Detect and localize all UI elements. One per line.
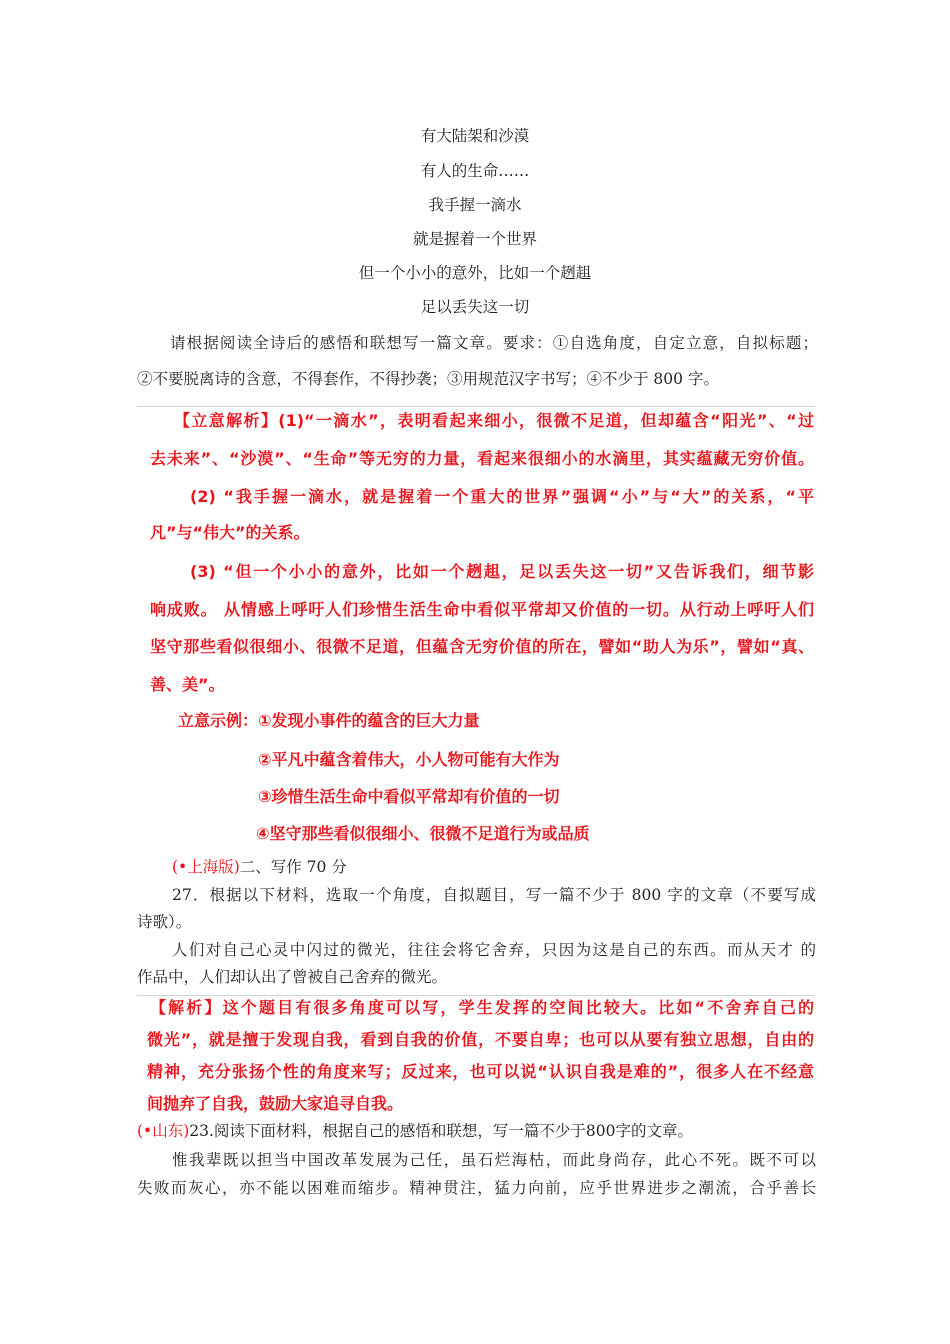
example-item: ③珍惜生活生命中看似平常却有价值的一切: [258, 787, 560, 806]
prompt-line: ②不要脱离诗的含意，不得套作，不得抄袭；③用规范汉字书写；④不少于 800 字。: [137, 370, 719, 388]
example-item: ②平凡中蕴含着伟大，小人物可能有大作为: [258, 750, 560, 769]
material-line: 人们对自己心灵中闪过的微光，往往会将它舍弃，只因为这是自己的东西。而从天才 的: [172, 941, 816, 959]
analysis-line: 去未来”、“沙漠”、“生命”等无穷的力量，看起来很细小的水滴里，其实蕴藏无穷价值。: [150, 449, 814, 468]
question-line: 诗歌）。: [137, 913, 192, 931]
poem-line: 足以丢失这一切: [420, 298, 530, 316]
prompt-line: 请根据阅读全诗后的感悟和联想写一篇文章。要求：①自选角度，自定立意，自拟标题；: [170, 334, 818, 352]
analysis-line: 微光”，就是擅于发现自我，看到自我的价值，不要自卑；也可以从要有独立思想，自由的: [147, 1030, 814, 1049]
section-divider: [137, 406, 815, 407]
poem-line: 但一个小小的意外，比如一个趔趄: [358, 264, 592, 282]
source-tag: (•山东): [137, 1122, 190, 1140]
analysis-line: 【立意解析】(1)“一滴水”，表明看起来细小，很微不足道，但却蕴含“阳光”、“过: [174, 411, 814, 430]
analysis-line: 间抛弃了自我，鼓励大家追寻自我。: [147, 1094, 404, 1113]
section-divider: [137, 995, 815, 996]
material-line: 作品中，人们却认出了曾被自己舍弃的微光。: [137, 968, 448, 986]
example-item: ④坚守那些看似很细小、很微不足道行为或品质: [256, 824, 590, 843]
source-tag: (•上海版): [172, 858, 240, 876]
poem-line: 有大陆架和沙漠: [420, 127, 530, 145]
poem-line: 有人的生命……: [420, 162, 530, 180]
section-heading: 二、写作 70 分: [239, 858, 347, 876]
question-line: 23.阅读下面材料，根据自己的感悟和联想，写一篇不少于800字的文章。: [189, 1122, 693, 1140]
analysis-line: 精神，充分张扬个性的角度来写；反过来，也可以说“认识自我是难的”，很多人在不经意: [147, 1062, 814, 1081]
poem-line: 就是握着一个世界: [412, 230, 537, 248]
analysis-line: (2) “我手握一滴水，就是握着一个重大的世界”强调“小”与“大”的关系，“平: [190, 487, 814, 506]
analysis-line: 【解析】这个题目有很多角度可以写，学生发挥的空间比较大。比如“不舍弃自己的: [150, 998, 814, 1017]
analysis-line: 凡”与“伟大”的关系。: [150, 523, 310, 542]
question-line: 27．根据以下材料，选取一个角度，自拟题目，写一篇不少于 800 字的文章（不要写成: [172, 886, 816, 904]
analysis-line: (3) “但一个小小的意外，比如一个趔趄，足以丢失这一切”又告诉我们，细节影: [190, 562, 814, 581]
poem-line: 我手握一滴水: [428, 196, 522, 214]
example-item: 立意示例：①发现小事件的蕴含的巨大力量: [178, 711, 480, 730]
question-heading: [172, 857, 347, 877]
material-line: 失败而灰心，亦不能以困难而缩步。精神贯注，猛力向前，应乎世界进步之潮流，合乎善长: [137, 1179, 816, 1197]
analysis-line: 响成败。 从情感上呼吁人们珍惜生活生命中看似平常却又价值的一切。从行动上呼吁人们: [150, 600, 814, 619]
analysis-line: 坚守那些看似很细小、很微不足道，但蕴含无穷价值的所在，譬如“助人为乐”，譬如“真、: [150, 637, 814, 656]
question-heading: [137, 1121, 693, 1141]
material-line: 惟我辈既以担当中国改革发展为己任，虽石烂海枯，而此身尚存，此心不死。既不可以: [172, 1151, 816, 1169]
analysis-line: 善、美”。: [150, 675, 225, 694]
